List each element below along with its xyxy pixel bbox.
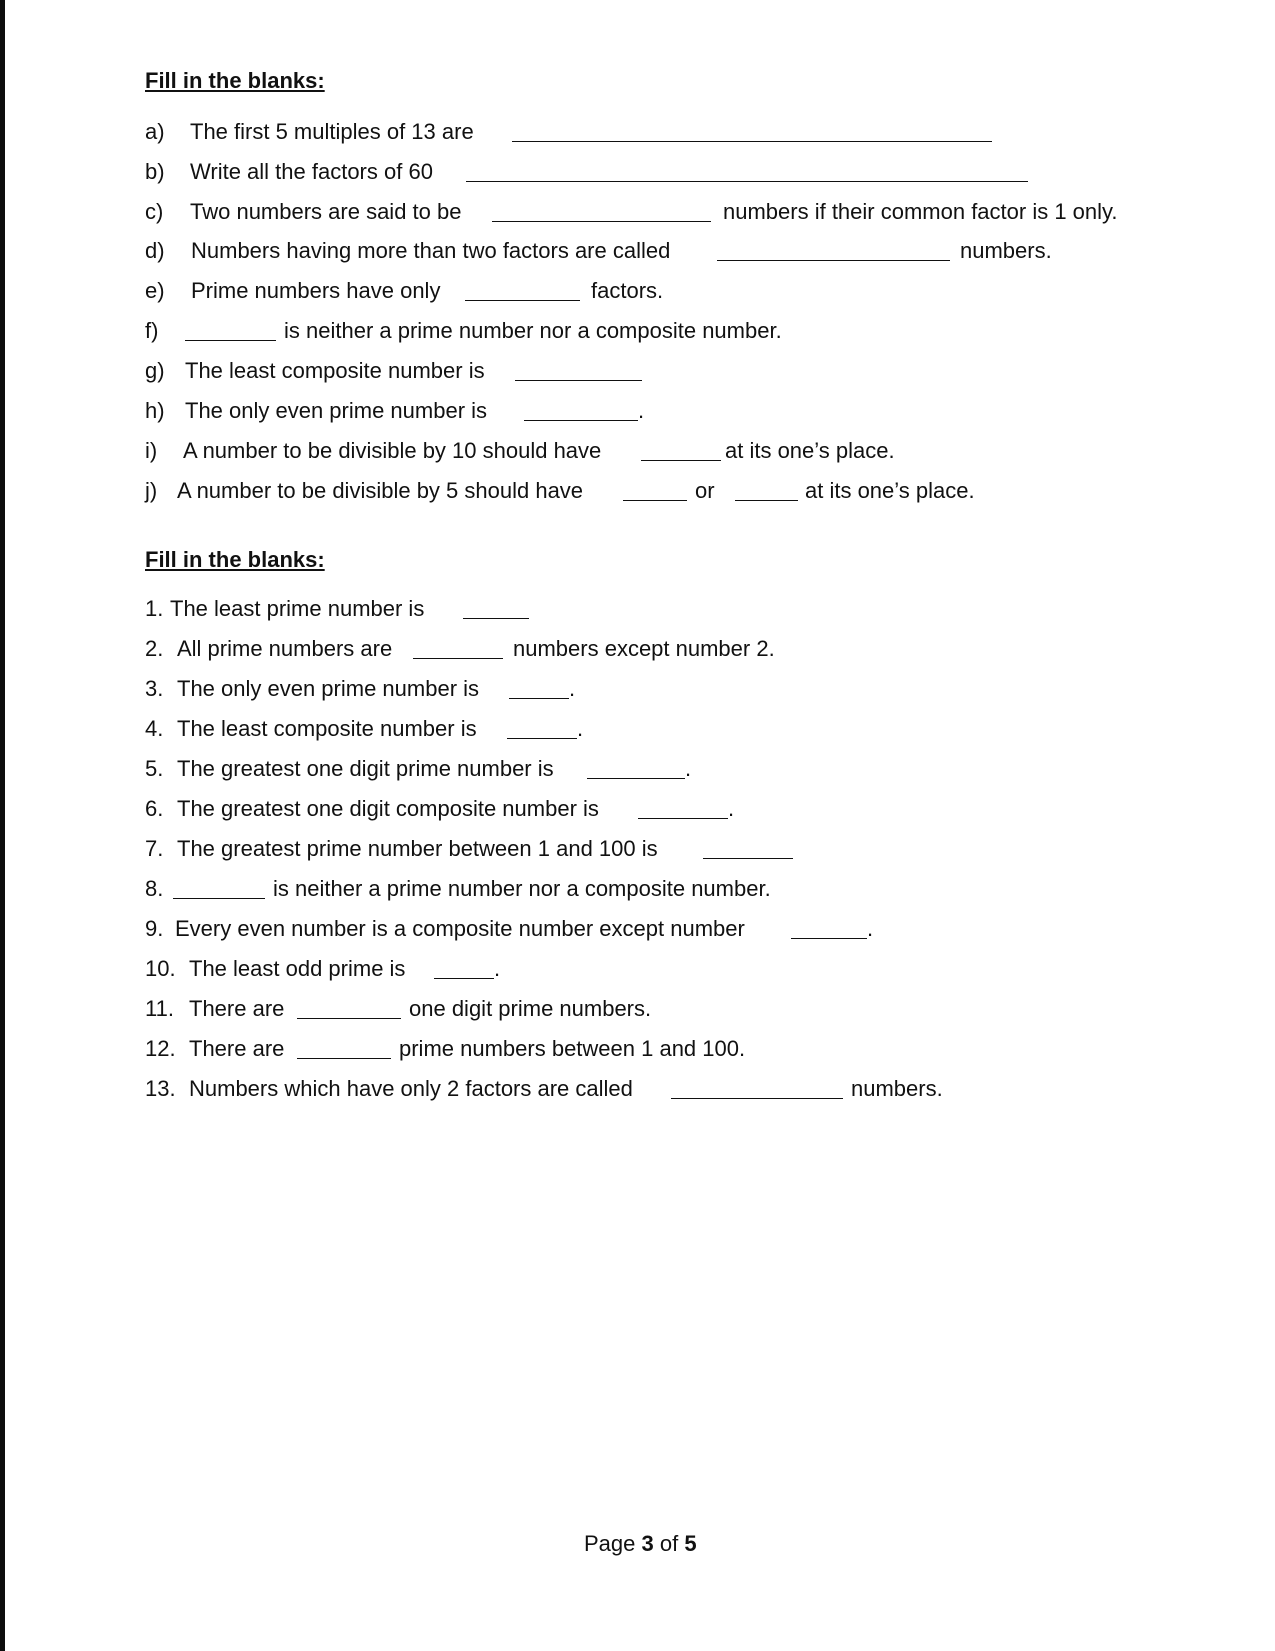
answer-blank[interactable]	[492, 221, 711, 222]
item-text-after: numbers if their common factor is 1 only.	[723, 199, 1118, 224]
item-label: 8.	[145, 876, 164, 901]
item-label: 10.	[145, 956, 176, 981]
item-text: The only even prime number is	[177, 676, 480, 701]
item-text: is neither a prime number nor a composite number.	[273, 876, 771, 901]
item-label: 3.	[145, 676, 164, 701]
answer-blank[interactable]	[297, 1018, 401, 1019]
item-text: Numbers which have only 2 factors are called	[189, 1076, 633, 1101]
item-label: 6.	[145, 796, 164, 821]
item-text: The first 5 multiples of 13 are	[190, 119, 474, 144]
item-label: a)	[145, 119, 165, 144]
item-label: 2.	[145, 636, 164, 661]
of-word: of	[659, 1531, 679, 1556]
answer-blank[interactable]	[623, 500, 687, 501]
item-text: A number to be divisible by 5 should have	[177, 478, 584, 503]
item-text: The least prime number is	[170, 596, 425, 621]
item-text: Write all the factors of 60	[190, 159, 433, 184]
answer-blank[interactable]	[641, 460, 721, 461]
item-text-after: numbers.	[851, 1076, 943, 1101]
answer-blank[interactable]	[465, 300, 580, 301]
page-total: 5	[684, 1531, 697, 1556]
item-text-after: .	[494, 956, 501, 981]
item-label: i)	[145, 438, 158, 463]
answer-blank[interactable]	[173, 898, 265, 899]
item-text-after: numbers.	[960, 238, 1052, 263]
item-text: Every even number is a composite number except number	[175, 916, 745, 941]
answer-blank[interactable]	[671, 1098, 843, 1099]
page-footer	[584, 1531, 697, 1557]
page-left-border	[0, 0, 5, 1651]
item-text: There are	[189, 996, 285, 1021]
item-label: 7.	[145, 836, 164, 861]
section-1-heading: Fill in the blanks:	[145, 68, 325, 93]
item-text: Two numbers are said to be	[190, 199, 462, 224]
item-text: The least odd prime is	[189, 956, 406, 981]
item-text: The least composite number is	[177, 716, 477, 741]
answer-blank[interactable]	[463, 618, 529, 619]
item-label: 1.	[145, 596, 164, 621]
item-text-after: factors.	[591, 278, 664, 303]
item-label: h)	[145, 398, 165, 423]
item-text-after: .	[577, 716, 584, 741]
item-text-mid: or	[695, 478, 715, 503]
answer-blank[interactable]	[507, 738, 577, 739]
item-text-after: .	[867, 916, 874, 941]
item-label: b)	[145, 159, 165, 184]
item-text-after: .	[638, 398, 645, 423]
item-label: 11.	[145, 996, 174, 1021]
item-text: The least composite number is	[185, 358, 485, 383]
answer-blank[interactable]	[509, 698, 569, 699]
item-text-after: .	[569, 676, 576, 701]
item-label: 13.	[145, 1076, 176, 1101]
answer-blank[interactable]	[791, 938, 867, 939]
item-text: Prime numbers have only	[191, 278, 441, 303]
item-text: There are	[189, 1036, 285, 1061]
item-text: The greatest one digit prime number is	[177, 756, 554, 781]
item-label: c)	[145, 199, 164, 224]
answer-blank[interactable]	[297, 1058, 391, 1059]
item-text-after: one digit prime numbers.	[409, 996, 652, 1021]
item-text: The greatest prime number between 1 and 100 is	[177, 836, 658, 861]
item-text: is neither a prime number nor a composite number.	[284, 318, 782, 343]
answer-blank[interactable]	[466, 181, 1028, 182]
item-text: All prime numbers are	[177, 636, 393, 661]
answer-blank[interactable]	[524, 420, 638, 421]
item-text: The only even prime number is	[185, 398, 488, 423]
item-label: 12.	[145, 1036, 176, 1061]
answer-blank[interactable]	[512, 141, 992, 142]
answer-blank[interactable]	[515, 380, 642, 381]
answer-blank[interactable]	[413, 658, 503, 659]
item-label: d)	[145, 238, 165, 263]
item-label: e)	[145, 278, 165, 303]
item-text-after: .	[685, 756, 692, 781]
answer-blank[interactable]	[703, 858, 793, 859]
item-label: 9.	[145, 916, 164, 941]
item-text: A number to be divisible by 10 should have	[183, 438, 602, 463]
answer-blank[interactable]	[434, 978, 494, 979]
answer-blank[interactable]	[587, 778, 685, 779]
item-text: Numbers having more than two factors are called	[191, 238, 671, 263]
item-text-after: .	[728, 796, 735, 821]
page-word: Page	[584, 1531, 636, 1556]
answer-blank[interactable]	[185, 340, 276, 341]
answer-blank[interactable]	[717, 260, 950, 261]
answer-blank[interactable]	[638, 818, 728, 819]
page-number: 3	[641, 1531, 654, 1556]
item-label: j)	[145, 478, 158, 503]
answer-blank[interactable]	[735, 500, 798, 501]
item-label: f)	[145, 318, 159, 343]
item-label: 4.	[145, 716, 164, 741]
item-label: g)	[145, 358, 165, 383]
item-text-after: numbers except number 2.	[513, 636, 775, 661]
section-2-heading: Fill in the blanks:	[145, 547, 325, 572]
item-text-after: at its one’s place.	[805, 478, 975, 503]
item-text-after: prime numbers between 1 and 100.	[399, 1036, 746, 1061]
item-text: The greatest one digit composite number is	[177, 796, 599, 821]
item-label: 5.	[145, 756, 164, 781]
item-text-after: at its one’s place.	[725, 438, 895, 463]
